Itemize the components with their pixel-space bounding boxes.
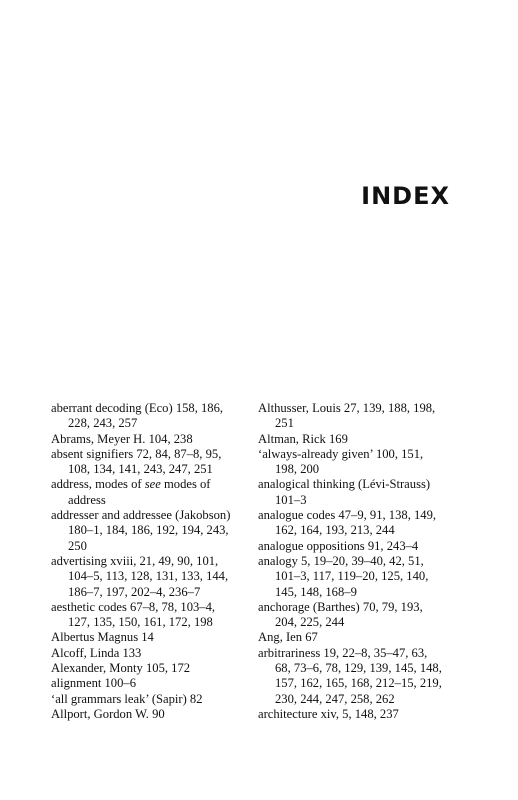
index-entry [51,432,251,447]
index-entry [51,554,251,600]
index-entry-line: 250 [68,538,87,553]
index-entry-line: 68, 73–6, 78, 129, 139, 145, 148, [275,661,442,676]
index-entry-line: Althusser, Louis 27, 139, 188, 198, [258,401,436,415]
index-entry-line: architecture xiv, 5, 148, 237 [258,706,399,721]
index-heading: INDEX [361,182,450,210]
index-entry-line: 101–3, 117, 119–20, 125, 140, [275,569,429,584]
index-entry-line: Alcoff, Linda 133 [51,645,142,660]
index-column-right [258,401,463,722]
index-entry [51,692,251,707]
index-entry-line: 104–5, 113, 128, 131, 133, 144, [68,569,229,584]
index-entry-line: analogical thinking (Lévi-Strauss) [258,477,431,492]
index-entry-line: aesthetic codes 67–8, 78, 103–4, [51,599,216,614]
index-entry [51,630,251,645]
index-entry [51,676,251,691]
index-entry-line: Allport, Gordon W. 90 [51,706,165,721]
index-entry [258,508,463,539]
index-column-left [51,401,251,722]
index-entry-line: ‘all grammars leak’ (Sapir) 82 [51,691,203,706]
index-entry [258,600,463,631]
index-entry-line: Altman, Rick 169 [258,431,348,446]
index-entry-line: absent signifiers 72, 84, 87–8, 95, [51,446,222,461]
index-entry [258,646,463,707]
index-entry [51,477,251,508]
index-entry [51,707,251,722]
index-entry [258,432,463,447]
index-entry-line: address, modes of see modes of [51,477,211,492]
index-entry [258,447,463,478]
index-entry-line: ‘always-already given’ 100, 151, [258,446,424,461]
index-entry-line: 127, 135, 150, 161, 172, 198 [68,615,213,630]
index-entry-line: analogy 5, 19–20, 39–40, 42, 51, [258,553,424,568]
index-entry [258,630,463,645]
index-entry-line: 228, 243, 257 [68,416,138,431]
index-entry-line: Albertus Magnus 14 [51,630,154,645]
index-entry-line: alignment 100–6 [51,676,136,691]
index-entry-line: addresser and addressee (Jakobson) [51,508,231,523]
index-entry-line: 108, 134, 141, 243, 247, 251 [68,462,213,477]
index-entry [51,508,251,554]
see-also-marker: see [144,477,161,492]
index-entry-line: 186–7, 197, 202–4, 236–7 [68,584,201,599]
index-entry-line: aberrant decoding (Eco) 158, 186, [51,401,224,415]
index-entry-line: 157, 162, 165, 168, 212–15, 219, [275,676,442,691]
index-entry [258,707,463,722]
index-entry-line: address [68,492,106,507]
index-entry [258,554,463,600]
index-entry-line: analogue oppositions 91, 243–4 [258,538,419,553]
index-entry [258,477,463,508]
index-entry-line: 204, 225, 244 [275,615,345,630]
index-entry-line: Ang, Ien 67 [258,630,318,645]
index-entry [51,600,251,631]
index-entry-line: 180–1, 184, 186, 192, 194, 243, [68,523,229,538]
index-entry-line: 251 [275,416,294,431]
index-entry-line: anchorage (Barthes) 70, 79, 193, [258,599,423,614]
index-entry-line: 101–3 [275,492,307,507]
index-entry-line: arbitrariness 19, 22–8, 35–47, 63, [258,645,428,660]
index-entry-line: 145, 148, 168–9 [275,584,357,599]
index-entry-line: 198, 200 [275,462,320,477]
index-entry-line: Abrams, Meyer H. 104, 238 [51,431,193,446]
index-entry [51,401,251,432]
index-entry [51,447,251,478]
index-entry-line: Alexander, Monty 105, 172 [51,661,191,676]
index-entry-line: advertising xviii, 21, 49, 90, 101, [51,553,219,568]
index-entry [258,401,463,432]
index-entry-line: analogue codes 47–9, 91, 138, 149, [258,508,437,523]
index-entry [51,661,251,676]
index-entry [258,539,463,554]
index-entry-line: 230, 244, 247, 258, 262 [275,691,395,706]
index-entry [51,646,251,661]
index-entry-line: 162, 164, 193, 213, 244 [275,523,395,538]
